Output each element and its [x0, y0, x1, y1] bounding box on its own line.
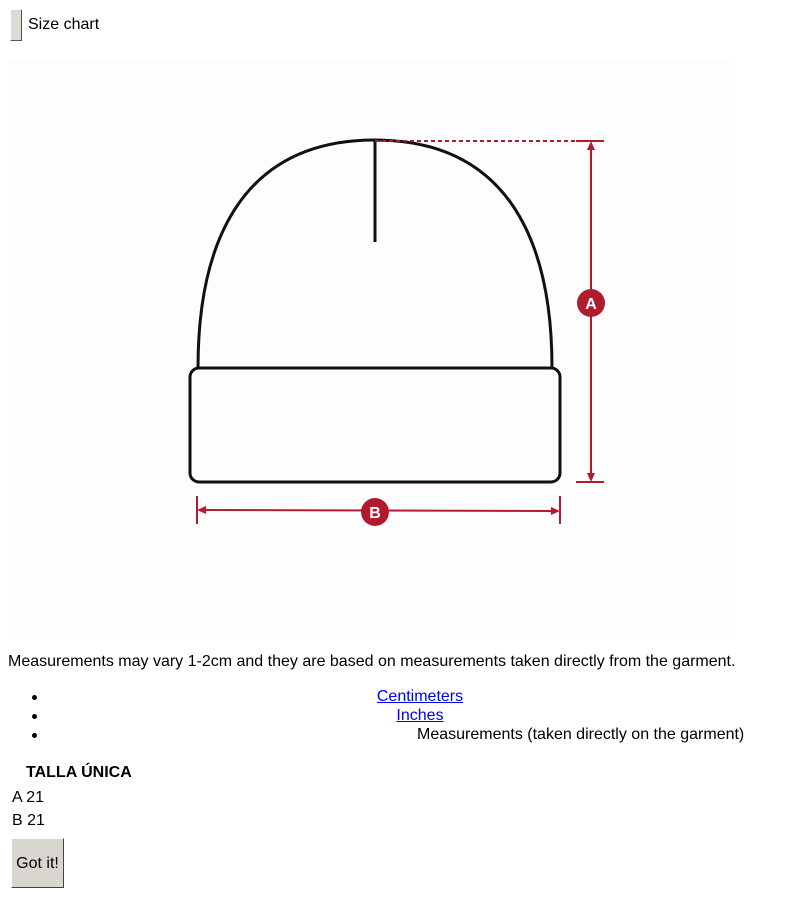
size-chart-title: Size chart — [28, 16, 100, 33]
measurement-note: Measurements may vary 1-2cm and they are based on measurements taken directly from the garment. — [8, 653, 736, 670]
unit-options-list — [0, 687, 800, 744]
unit-option-measurements — [0, 725, 800, 744]
dimension-a-arrow-bottom — [587, 473, 595, 482]
got-it-button[interactable]: Got it! — [11, 838, 64, 888]
size-chart-header — [10, 9, 99, 41]
size-row-b — [12, 812, 45, 830]
size-row-b-label: B — [12, 812, 23, 829]
centimeters-link[interactable]: Centimeters — [376, 688, 464, 705]
size-table-header: TALLA ÚNICA — [26, 764, 132, 781]
measurements-text: Measurements (taken directly on the garment) — [417, 726, 745, 743]
unit-option-inches — [0, 706, 800, 725]
inches-link[interactable]: Inches — [396, 707, 444, 724]
dimension-a-label: A — [585, 296, 597, 313]
size-row-a-label: A — [12, 789, 22, 806]
dimension-b-label: B — [369, 505, 381, 522]
dimension-a-arrow-top — [587, 141, 595, 150]
dimension-b-arrow-left — [197, 506, 206, 514]
size-row-a-value: 21 — [26, 789, 45, 806]
beanie-measurement-diagram — [8, 60, 733, 638]
dimension-b-arrow-right — [551, 507, 560, 515]
size-row-b-value: 21 — [27, 812, 45, 829]
unit-option-centimeters — [0, 687, 800, 706]
beanie-cuff-outline — [190, 368, 560, 482]
size-row-a — [12, 789, 44, 807]
back-button[interactable] — [10, 9, 22, 41]
